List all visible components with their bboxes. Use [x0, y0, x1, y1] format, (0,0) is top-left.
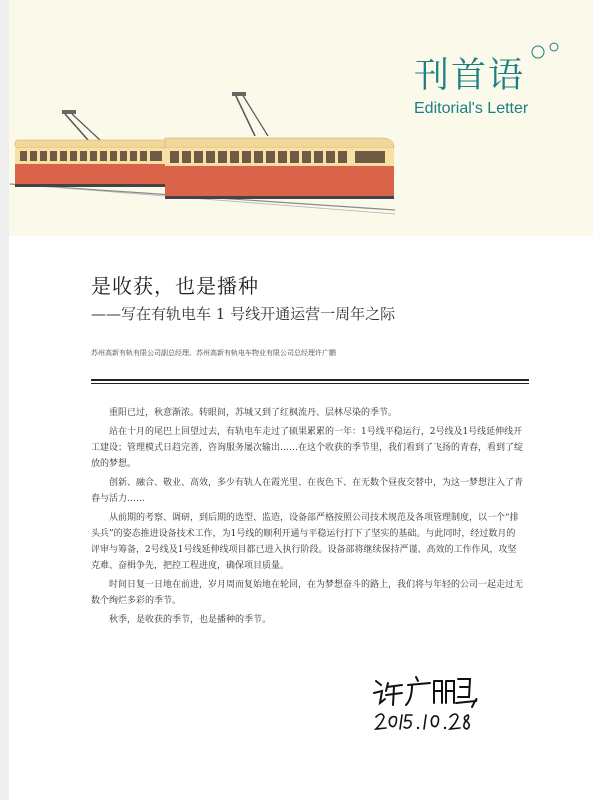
- divider-thick: [91, 379, 529, 381]
- paragraph: 从前期的考察、调研，到后期的选型、监造，设备部严格按照公司技术规范及各项管理制度，以一个“排头兵”的姿态推进设备技术工作，为1号线的顺利开通与平稳运行打下了坚实的基础。与此同时，经过数月的评审与筹备，2号线及1号线延伸线项目都已进入执行阶段。设备部将继续保持严谨、高效的工作作风，攻坚克难、奋楫争先，把控工程进度，确保项目质量。: [91, 513, 519, 571]
- paragraph: 创新、融合、敬业、高效，多少有轨人在霞光里、在夜色下、在无数个昼夜交替中，为这一梦想注入了青春与活力……: [91, 478, 524, 504]
- paragraph: 时间日复一日地在前进，岁月周而复始地在轮回，在为梦想奋斗的路上，我们将与年轻的公司一起走过无数个绚烂多彩的季节。: [91, 580, 524, 606]
- paragraph: 站在十月的尾巴上回望过去，有轨电车走过了硕果累累的一年：1号线平稳运行，2号线及1号线延伸线开工建设；管理模式日趋完善，咨询服务屡次输出……在这个收获的季节里，我们看到了飞扬的青春，看到了绽放的梦想。: [91, 427, 524, 469]
- tram-illustration: [10, 92, 395, 217]
- paragraph: 秋季，是收获的季节，也是播种的季节。: [109, 615, 272, 625]
- paragraph: 重阳已过，秋意渐浓。转眼间，苏城又到了红枫流丹、层林尽染的季节。: [109, 408, 398, 418]
- article-body: [91, 405, 523, 631]
- author-line: 苏州高新有轨有限公司副总经理、苏州高新有轨电车物业有限公司总经理许广鹏: [91, 349, 336, 357]
- column-title: 刊首语: [414, 56, 526, 96]
- tram-car-back: [15, 110, 170, 187]
- signature-image: [372, 673, 482, 735]
- left-margin-band: [0, 0, 9, 800]
- article-title: 是收获，也是播种: [91, 274, 259, 298]
- handwritten-signature: [372, 673, 482, 739]
- divider-thin: [91, 383, 529, 384]
- column-logo: [414, 48, 528, 118]
- article-subtitle: ——写在有轨电车 1 号线开通运营一周年之际: [91, 305, 396, 323]
- column-title-en: Editorial's Letter: [414, 100, 529, 117]
- decorative-circles-icon: [530, 38, 564, 62]
- tram-car-front: [165, 92, 394, 199]
